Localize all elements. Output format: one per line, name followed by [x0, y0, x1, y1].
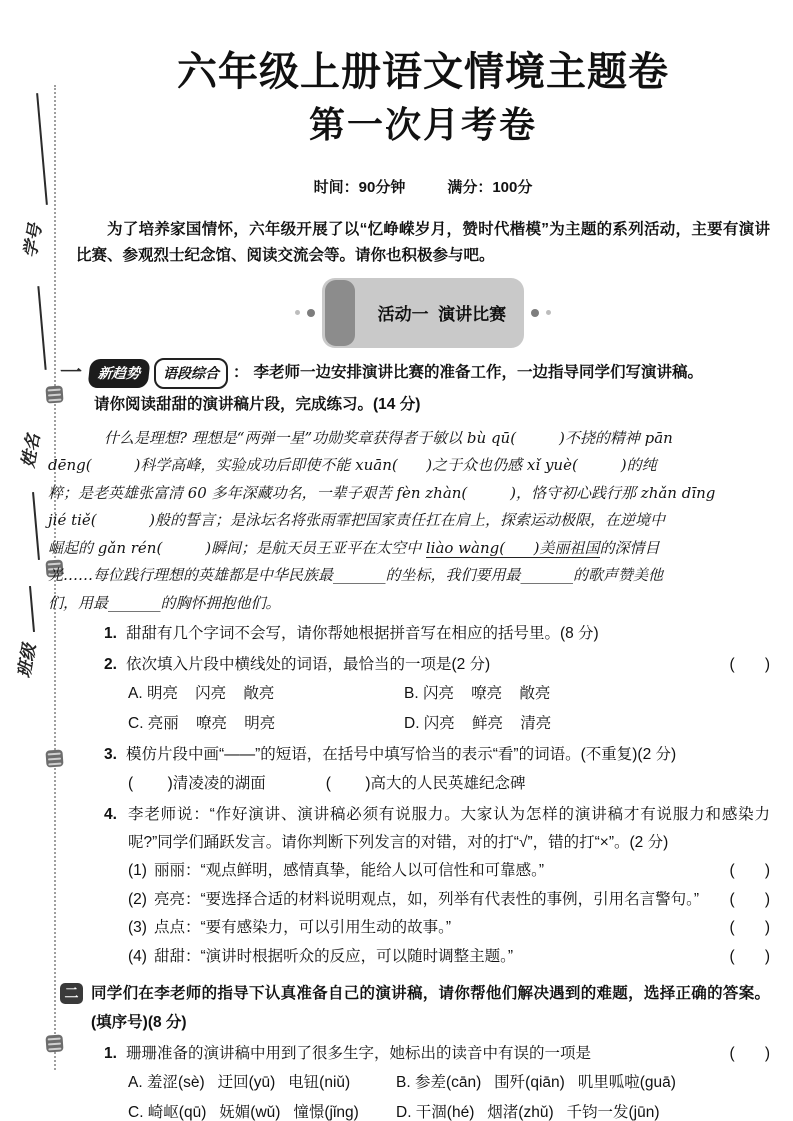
option-a: A. 羞涩(sè) 迂回(yū) 电钮(niǔ)	[128, 1074, 351, 1092]
answer-bracket: ( )	[729, 947, 770, 965]
question-2	[76, 651, 770, 679]
question-number: 1.	[104, 1045, 117, 1063]
answer-bracket: ( )	[729, 656, 770, 674]
question-4	[76, 801, 770, 857]
question-2-options	[128, 679, 770, 738]
question-text: 模仿片段中画“——”的短语，在括号中填写恰当的表示“看”的词语。(不重复)(2 分)	[125, 746, 677, 764]
question-3	[76, 741, 770, 769]
item-text: 甜甜：“演讲时根据听众的反应，可以随时调整主题。”	[153, 947, 514, 965]
class-write-line-2	[29, 586, 35, 632]
passage-line: jié tiě( )般的誓言；是泳坛名将张雨霏把国家责任扛在肩上，探索运动极限，在逆境中	[48, 511, 665, 530]
section-two-intro: 同学们在李老师的指导下认真准备自己的演讲稿，请你帮他们解决遇到的难题，选择正确的答案。(填序号)(8 分)	[91, 985, 770, 1032]
new-trend-badge: 新趋势	[87, 359, 150, 388]
activity-banner-row	[76, 278, 770, 348]
option-d: D. 干涸(hé) 烟渚(zhǔ) 千钧一发(jūn)	[396, 1103, 660, 1121]
answer-bracket: ( )	[729, 890, 770, 908]
question-number: 4.	[104, 806, 117, 824]
full-score-label: 满分：100分	[447, 178, 533, 196]
underlined-phrase: liào wàng( )美丽祖国	[425, 538, 600, 557]
class-label: 班级	[14, 642, 41, 680]
badge-separator: ：	[233, 364, 249, 382]
banner-dot-icon	[546, 310, 551, 315]
name-label: 姓名	[18, 432, 45, 470]
answer-bracket: ( )	[729, 1045, 770, 1063]
class-write-line	[32, 492, 40, 560]
question-1	[76, 620, 770, 648]
question-text: 依次填入片段中横线处的词语，最恰当的一项是(2 分)	[125, 656, 491, 674]
question-text: 珊珊准备的演讲稿中用到了很多生字，她标出的读音中有误的一项是	[125, 1045, 591, 1063]
banner-dot-icon	[531, 309, 539, 317]
question-number: 2.	[104, 656, 117, 674]
passage-line: 光……每位践行理想的英雄都是中华民族最_______的坐标，我们要用最_______的歌声赞美他	[48, 566, 664, 585]
section-two-question-1-options	[128, 1068, 770, 1121]
student-no-write-line	[36, 93, 48, 205]
passage-type-badge: 语段综合	[154, 358, 228, 389]
exam-content	[48, 0, 770, 1121]
passage-text: 崛起的 gǎn rén( )瞬间；是航天员王亚平在太空中	[48, 538, 426, 557]
question-3-blanks	[128, 769, 770, 798]
seal-stamp-icon	[45, 749, 63, 767]
passage-line	[48, 535, 772, 563]
judge-item-4	[128, 943, 770, 972]
question-text: 甜甜有几个字词不会写，请你帮她根据拼音写在相应的括号里。(8 分)	[125, 625, 599, 643]
question-text: 李老师说：“作好演讲、演讲稿必须有说服力。大家认为怎样的演讲稿才有说服力和感染力呢?”同学们踊跃发言。请你判断下列发言的对错，对的打“√”，错的打“×”。(2 分)	[128, 806, 770, 852]
section-one-marker-icon: 一	[60, 360, 83, 386]
question-number: 3.	[104, 746, 117, 764]
item-number: (2)	[128, 890, 147, 908]
item-text: 点点：“要有感染力，可以引用生动的故事。”	[153, 919, 452, 937]
passage-line: 什么是理想? 理想是“两弹一星”功勋奖章获得者于敏以 bù qū( )不挠的精神 pān	[104, 428, 673, 447]
intro-paragraph: 为了培养家国情怀，六年级开展了以“忆峥嵘岁月，赞时代楷模”为主题的系列活动，主要有演讲比赛、参观烈士纪念馆、阅读交流会等。请你也积极参与吧。	[76, 220, 770, 264]
fill-blank-item: ( )高大的人民英雄纪念碑	[325, 775, 526, 793]
answer-bracket: ( )	[729, 919, 770, 937]
item-text: 丽丽：“观点鲜明，感情真挚，能给人以可信性和可靠感。”	[153, 862, 545, 880]
section-one-intro-line2: 请你阅读甜甜的演讲稿片段，完成练习。(14 分)	[94, 395, 421, 413]
passage-line: 粹；是老英雄张富清 60 多年深藏功名，一辈子艰苦 fèn zhàn( )，恪守初心践行那 zhǎn dīng	[48, 483, 716, 502]
time-limit-label: 时间：90分钟	[313, 178, 406, 196]
option-b: B. 闪亮 嘹亮 敞亮	[404, 685, 551, 703]
passage-line: 们，用最_______的胸怀拥抱他们。	[48, 593, 281, 612]
exam-meta	[76, 176, 770, 197]
activity-banner	[322, 278, 524, 348]
page-title: 六年级上册语文情境主题卷	[177, 50, 669, 94]
answer-bracket: ( )	[729, 862, 770, 880]
banner-dot-icon	[307, 309, 315, 317]
option-b: B. 参差(cān) 围歼(qiān) 叽里呱啦(guā)	[396, 1074, 676, 1092]
section-two-marker-icon: 二	[60, 983, 83, 1004]
item-number: (1)	[128, 862, 147, 880]
judge-item-2	[128, 886, 770, 915]
item-text: 亮亮：“要选择合适的材料说明观点，如，列举有代表性的事例，引用名言警句。”	[153, 890, 700, 908]
banner-dot-icon	[295, 310, 300, 315]
section-two-heading	[60, 979, 770, 1037]
passage-line: dēng( )科学高峰，实验成功后即使不能 xuān( )之于众也仍感 xǐ yuè( )的纯	[48, 456, 657, 475]
passage-text: 的深情目	[599, 538, 660, 557]
option-d: D. 闪亮 鲜亮 清亮	[404, 714, 552, 732]
section-one-intro-line1: 李老师一边安排演讲比赛的准备工作，一边指导同学们写演讲稿。	[253, 364, 704, 382]
section-two-question-1	[76, 1040, 770, 1068]
judge-item-1	[128, 857, 770, 886]
question-number: 1.	[104, 625, 117, 643]
reading-passage	[48, 425, 772, 618]
activity-banner-label: 活动一 演讲比赛	[377, 304, 507, 324]
option-c: C. 崎岖(qū) 妩媚(wǔ) 憧憬(jǐng)	[128, 1103, 359, 1121]
item-number: (4)	[128, 947, 147, 965]
student-no-label: 学号	[20, 222, 47, 260]
option-a: A. 明亮 闪亮 敞亮	[128, 685, 275, 703]
name-write-line	[37, 286, 46, 370]
page-subtitle: 第一次月考卷	[308, 103, 537, 145]
item-number: (3)	[128, 919, 147, 937]
judge-item-3	[128, 914, 770, 943]
section-one-heading	[60, 358, 770, 389]
fill-blank-item: ( )清凌凌的湖面	[128, 775, 266, 793]
option-c: C. 亮丽 嘹亮 明亮	[128, 714, 276, 732]
